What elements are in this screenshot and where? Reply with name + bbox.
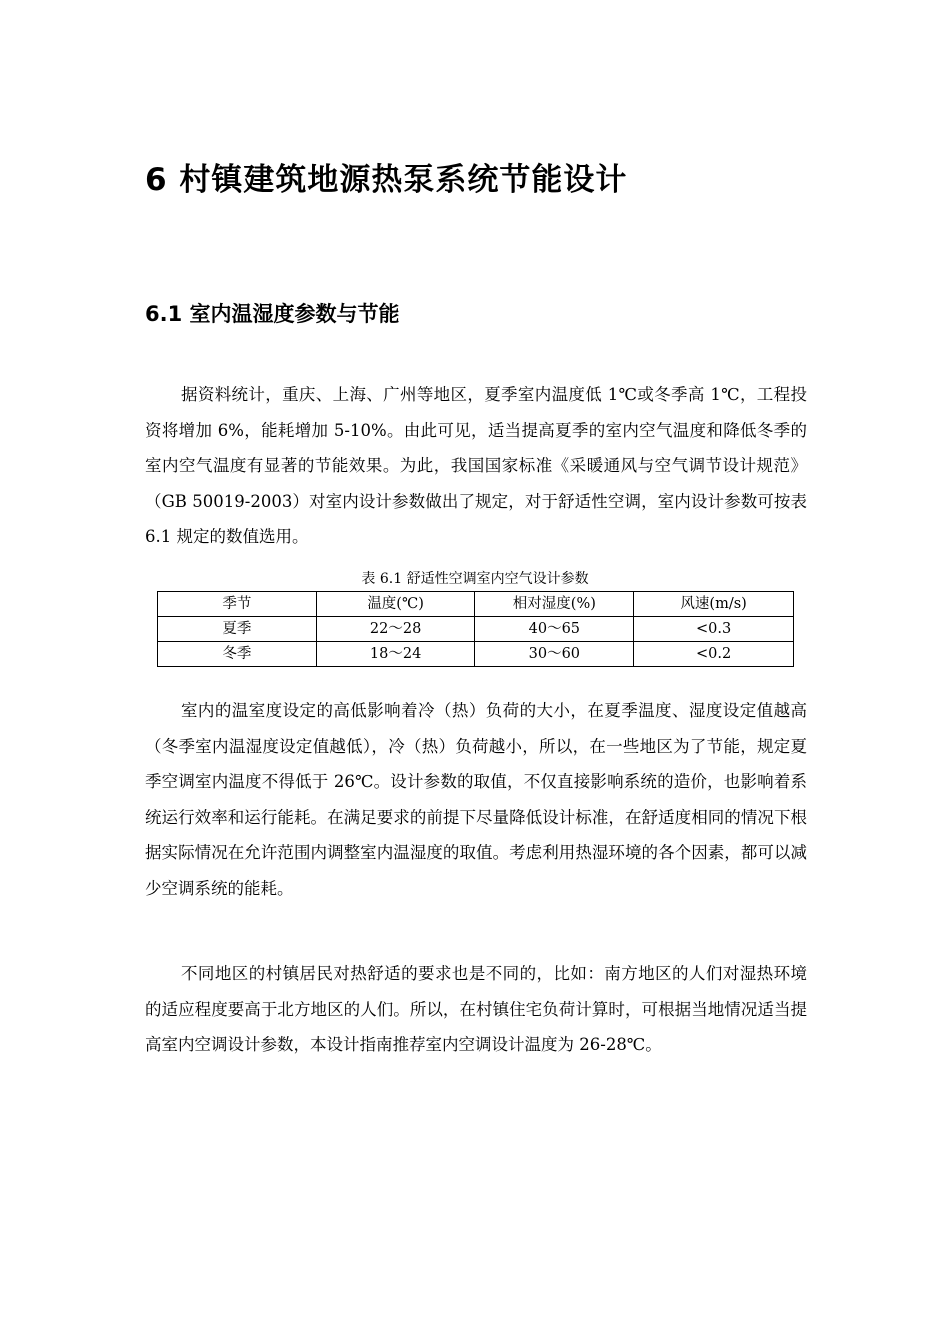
paragraph-2: 室内的温室度设定的高低影响着冷（热）负荷的大小，在夏季温度、湿度设定值越高（冬季室内温湿度设定值越低），冷（热）负荷越小，所以，在一些地区为了节能，规定夏季空调室内温度不得低于 26℃。设计参数的取值，不仅直接影响系统的造价，也影响着系统运行效率和运行能耗。在满足要求的前提下尽量降低设计标准，在舒适度相同的情况下根据实际情况在允许范围内调整室内温湿度的取值。考虑利用热湿环境的各个因素，都可以减少空调系统的能耗。 (145, 701, 807, 898)
table-caption: 表 6.1 舒适性空调室内空气设计参数 (361, 571, 589, 587)
cell-temperature: 18～24 (316, 642, 475, 667)
chapter-title: 6 村镇建筑地源热泵系统节能设计 (145, 162, 628, 198)
design-parameters-table (157, 591, 794, 667)
header-humidity: 相对湿度(%) (475, 592, 634, 617)
cell-humidity: 30～60 (475, 642, 634, 667)
paragraph-1: 据资料统计，重庆、上海、广州等地区，夏季室内温度低 1℃或冬季高 1℃，工程投资将增加 6%，能耗增加 5-10%。由此可见，适当提高夏季的室内空气温度和降低冬季的室内空气温度有显著的节能效果。为此，我国国家标准《采暖通风与空气调节设计规范》（GB 50019-2003）对室内设计参数做出了规定，对于舒适性空调，室内设计参数可按表 6.1 规定的数值选用。 (145, 385, 807, 546)
cell-air-speed: <0.2 (634, 642, 794, 667)
cell-air-speed: <0.3 (634, 617, 794, 642)
table-row (158, 642, 794, 667)
cell-humidity: 40～65 (475, 617, 634, 642)
header-temperature: 温度(℃) (316, 592, 475, 617)
header-season: 季节 (158, 592, 317, 617)
cell-season: 夏季 (158, 617, 317, 642)
section-title: 6.1 室内温湿度参数与节能 (145, 302, 400, 326)
paragraph-3: 不同地区的村镇居民对热舒适的要求也是不同的，比如：南方地区的人们对湿热环境的适应程度要高于北方地区的人们。所以，在村镇住宅负荷计算时，可根据当地情况适当提高室内空调设计参数，本设计指南推荐室内空调设计温度为 26-28℃。 (145, 964, 807, 1054)
cell-season: 冬季 (158, 642, 317, 667)
cell-temperature: 22～28 (316, 617, 475, 642)
table-header-row (158, 592, 794, 617)
table-row (158, 617, 794, 642)
header-air-speed: 风速(m/s) (634, 592, 794, 617)
